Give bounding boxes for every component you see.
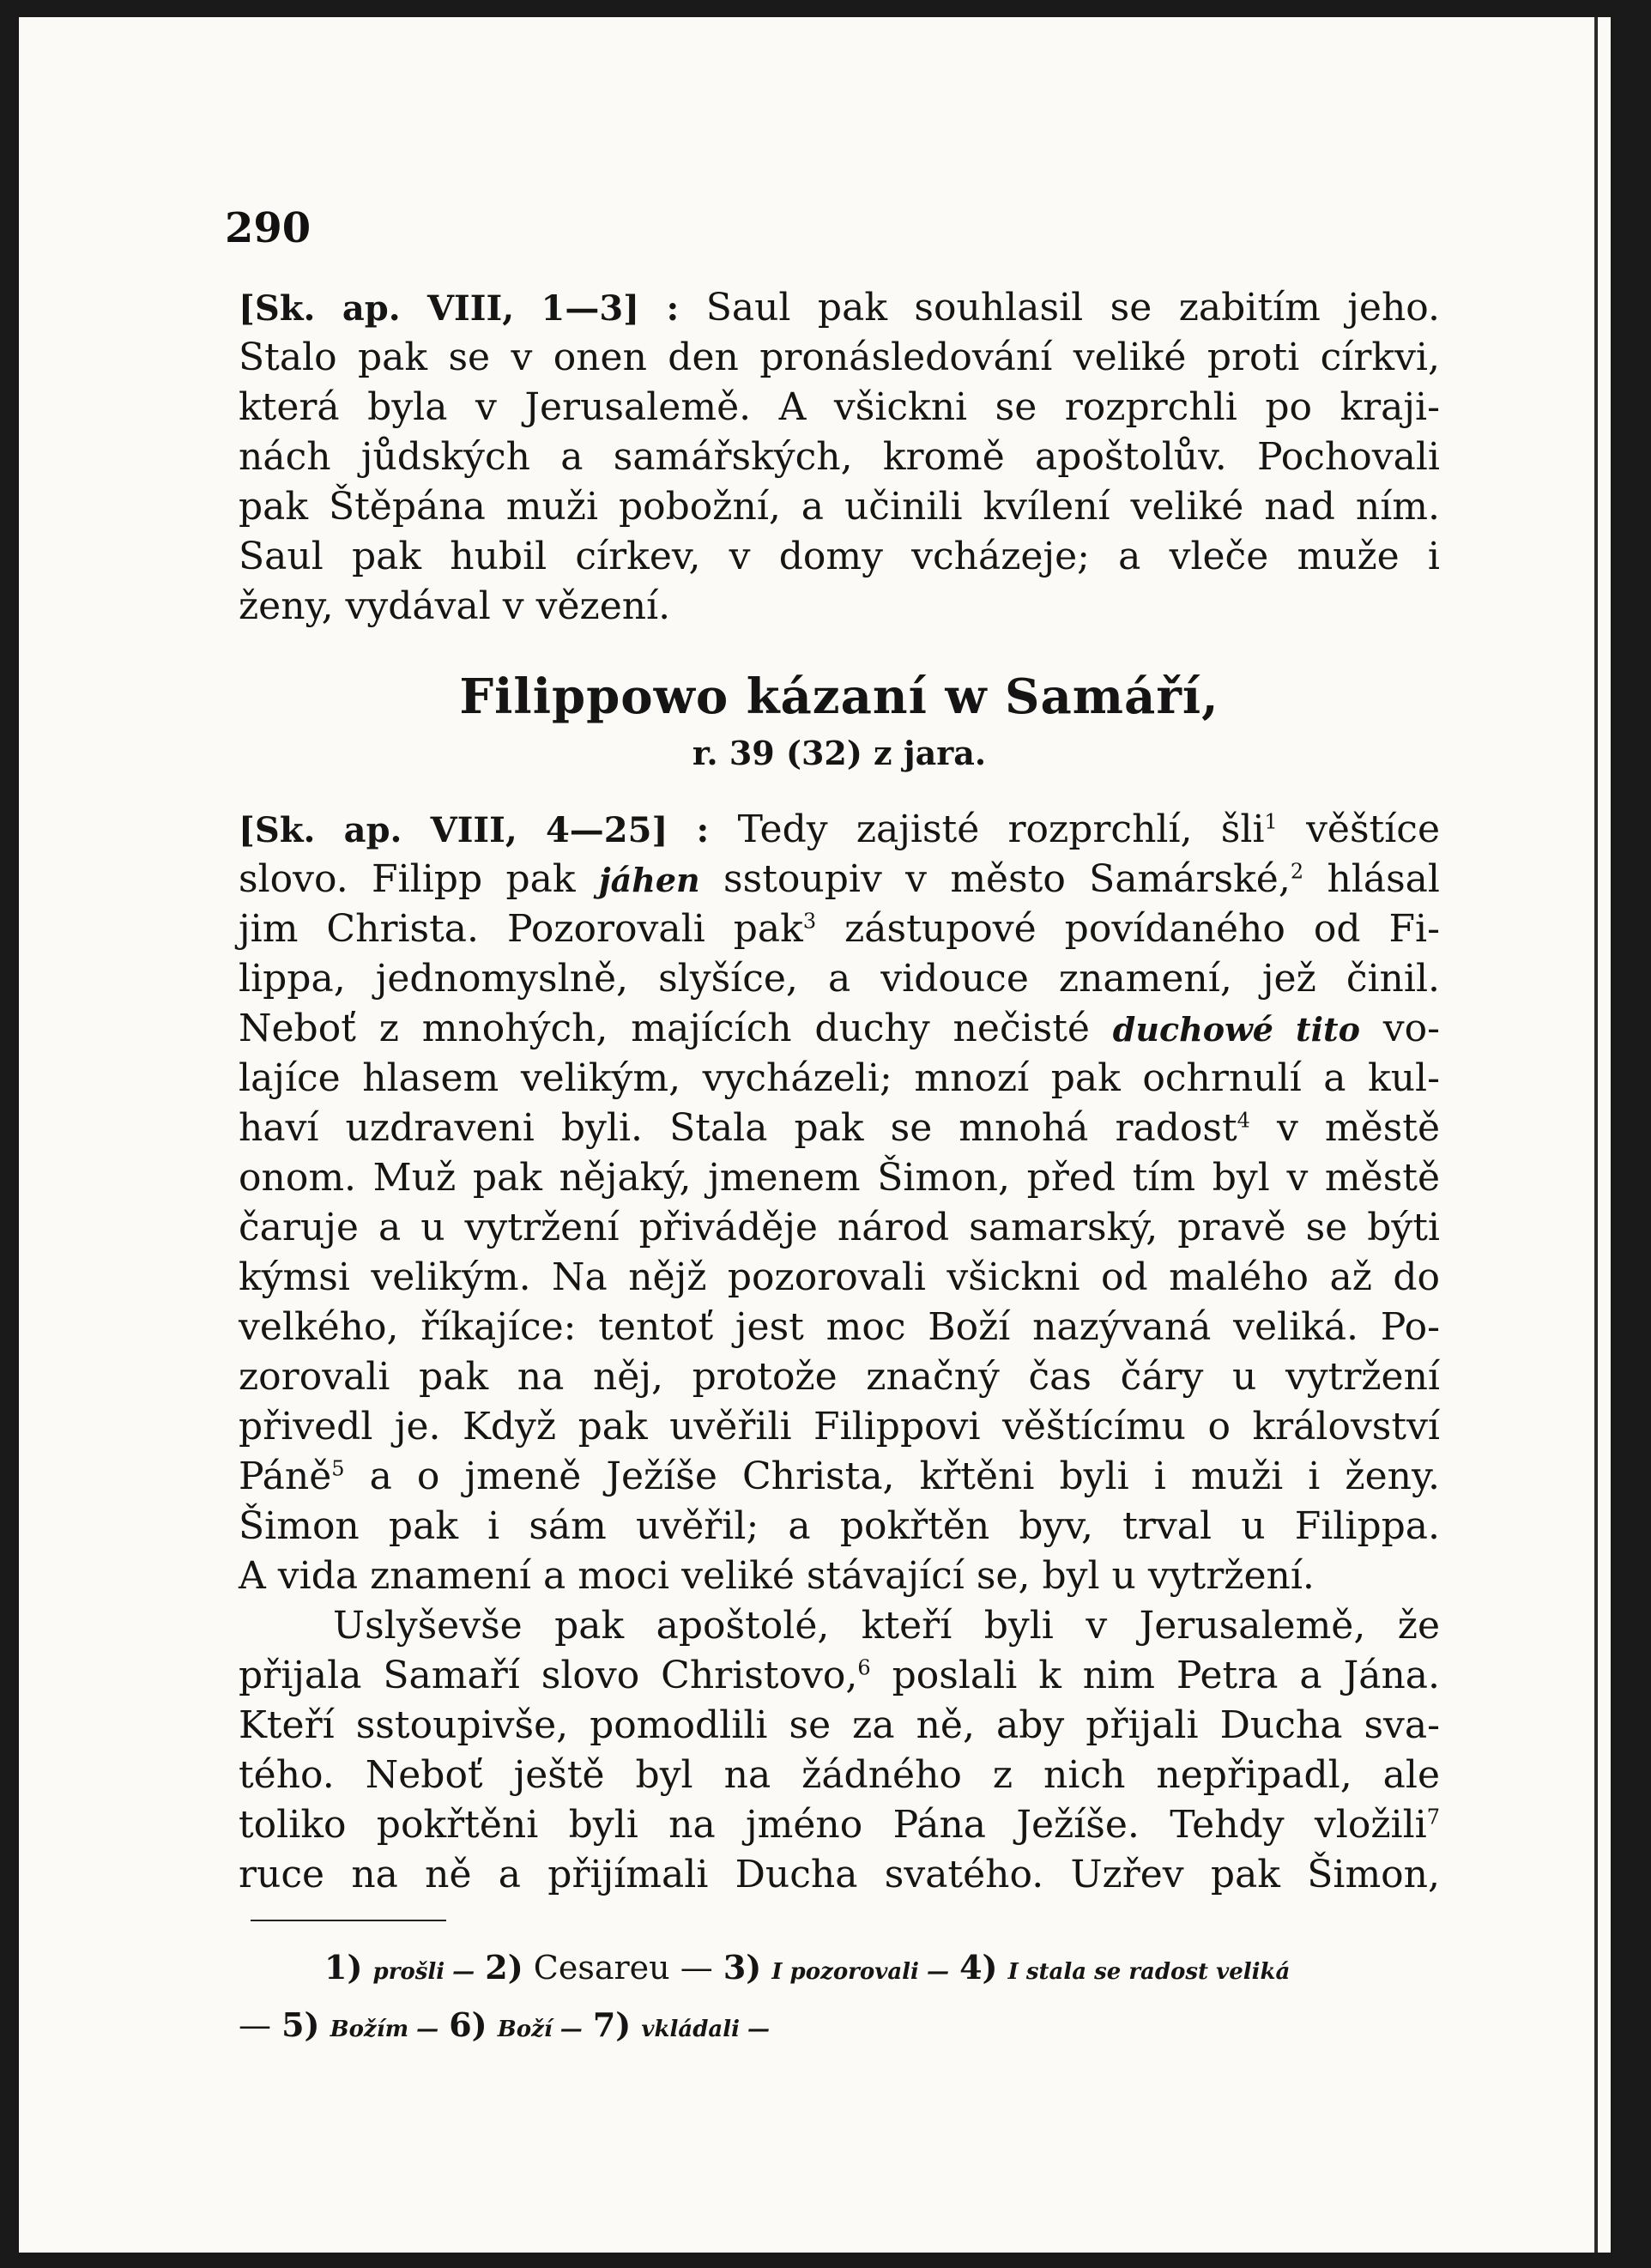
footnote-text: vkládali —	[641, 2017, 771, 2042]
gothic-insert: duchowé tito	[1112, 1010, 1360, 1049]
text-line: onom. Muž pak nějaký, jmenem Šimon, před tím byl v městě	[239, 1156, 1440, 1200]
text-line: která byla v Jerusalemě. A všickni se rozprchli po kraji-	[239, 385, 1440, 429]
text-segment: v městě	[1277, 1106, 1440, 1150]
footnote-marker: 4	[1237, 1108, 1250, 1133]
text-segment: poslali k nim Petra a Jána.	[892, 1654, 1441, 1697]
text-segment: jim Christa. Pozorovali pak	[239, 907, 803, 951]
text-line	[239, 1004, 1440, 1054]
footnote-text: Boží —	[497, 2017, 583, 2042]
text-segment: a o jmeně Ježíše Christa, křtěni byli i muži i ženy.	[369, 1455, 1440, 1498]
text-segment: toliko pokřtěni byli na jméno Pána Ježíše. Tehdy vložili	[239, 1803, 1427, 1847]
footnote-number: 5)	[281, 2005, 320, 2044]
text-segment: věštíce	[1306, 807, 1440, 851]
text-segment: slovo. Filipp pak	[239, 857, 576, 901]
text-line: přivedl je. Když pak uvěřili Filippovi věštícímu o království	[239, 1405, 1440, 1448]
text-segment: hlásal	[1327, 857, 1440, 901]
text-segment: zástupové povídaného od Fi-	[844, 907, 1440, 951]
section-heading: Filippowo kázaní w Samáří,	[459, 668, 1219, 725]
footnote-line	[239, 1999, 1440, 2056]
text-line: kýmsi velikým. Na nějž pozorovali všickni od malého až do	[239, 1255, 1440, 1299]
text-line	[239, 1651, 1440, 1701]
footnote-marker: 2	[1290, 859, 1304, 884]
text-segment: haví uzdraveni byli. Stala pak se mnohá radost	[239, 1106, 1237, 1150]
text-line	[239, 904, 1440, 954]
text-segment: sstoupiv v město Samárské,	[723, 857, 1291, 901]
footnote-marker: 5	[331, 1456, 345, 1481]
text-line: nách jůdských a samářských, kromě apoštolův. Pochovali	[239, 435, 1440, 479]
footnote-number: 1)	[324, 1948, 363, 1987]
footnote-separator	[251, 1920, 446, 1921]
text-line	[239, 283, 1440, 333]
footnote-number: 2)	[485, 1948, 523, 1987]
text-line: Saul pak hubil církev, v domy vcházeje; a vleče muže i	[239, 535, 1440, 578]
text-line: tého. Neboť ještě byl na žádného z nich nepřipadl, ale	[239, 1753, 1440, 1797]
text-line: Stalo pak se v onen den pronásledování veliké proti církvi,	[239, 336, 1440, 379]
text-line: ruce na ně a přijímali Ducha svatého. Uzřev pak Šimon,	[239, 1853, 1440, 1896]
text-segment: přijala Samaří slovo Christovo,	[239, 1654, 858, 1697]
gothic-insert: jáhen	[598, 861, 700, 899]
text-line: A vida znamení a moci veliké stávající se, byl u vytržení.	[239, 1554, 1315, 1598]
page-edge-rule	[1594, 17, 1598, 2253]
footnote-text: I stala se radost veliká	[1007, 1959, 1291, 1985]
text-line: ženy, vydával v vězení.	[239, 584, 671, 628]
text-segment: Páně	[239, 1455, 332, 1498]
footnote-number: 6)	[449, 2005, 487, 2044]
section-date: r. 39 (32) z jara.	[692, 734, 987, 772]
text-line: lippa, jednomyslně, slyšíce, a vidouce znamení, jež činil.	[239, 957, 1440, 1001]
text-line	[239, 1800, 1440, 1850]
text-segment: vo-	[1382, 1007, 1440, 1050]
scripture-reference: [Sk. ap. VIII, 4—25] :	[239, 810, 710, 850]
text-segment: Neboť z mnohých, majících duchy nečisté	[239, 1007, 1090, 1050]
footnotes	[239, 1941, 1440, 2056]
text-line: pak Štěpána muži pobožní, a učinili kvílení veliké nad ním.	[239, 485, 1440, 529]
text-line: Uslyševše pak apoštolé, kteří byli v Jerusalemě, že	[333, 1604, 1440, 1648]
paragraph-2	[239, 805, 1440, 1601]
text-segment: Tedy zajisté rozprchlí, šli	[737, 807, 1265, 851]
main-text	[239, 283, 1440, 1900]
footnote-marker: 1	[1264, 809, 1278, 834]
paragraph-3	[239, 1601, 1440, 1900]
footnote-number: 4)	[959, 1948, 998, 1987]
text-line	[239, 1452, 1440, 1502]
footnote-marker: 6	[857, 1655, 871, 1680]
text-line: lajíce hlasem velikým, vycházeli; mnozí pak ochrnulí a kul-	[239, 1056, 1440, 1100]
text-line: Kteří sstoupivše, pomodlili se za ně, aby přijali Ducha sva-	[239, 1703, 1440, 1747]
footnote-line	[239, 1941, 1440, 1999]
scripture-reference: [Sk. ap. VIII, 1—3] :	[239, 288, 680, 329]
footnote-number: 7)	[592, 2005, 632, 2044]
paragraph-1	[239, 283, 1440, 632]
footnote-number: 3)	[723, 1948, 762, 1987]
footnote-marker: 3	[802, 909, 817, 934]
footnote-text: I pozorovali —	[771, 1959, 949, 1985]
footnote-text: prošli —	[372, 1959, 475, 1985]
text-line: Šimon pak i sám uvěřil; a pokřtěn byv, trval u Filippa.	[239, 1504, 1440, 1548]
page-number: 290	[225, 204, 311, 252]
text-line: čaruje a u vytržení přiváděje národ samarský, pravě se býti	[239, 1206, 1440, 1249]
text-line: velkého, říkajíce: tentoť jest moc Boží nazývaná veliká. Po-	[239, 1305, 1440, 1349]
text-line	[239, 855, 1440, 904]
footnote-dash: —	[239, 2006, 271, 2044]
footnote-text: Božím —	[330, 2017, 439, 2042]
text-segment: Saul pak souhlasil se zabitím jeho.	[705, 286, 1440, 330]
text-line	[239, 805, 1440, 855]
text-line: zorovali pak na něj, protože značný čas čáry u vytržení	[239, 1355, 1440, 1399]
text-line	[239, 1104, 1440, 1153]
footnote-text: Cesareu —	[533, 1949, 713, 1987]
footnote-marker: 7	[1426, 1805, 1440, 1830]
